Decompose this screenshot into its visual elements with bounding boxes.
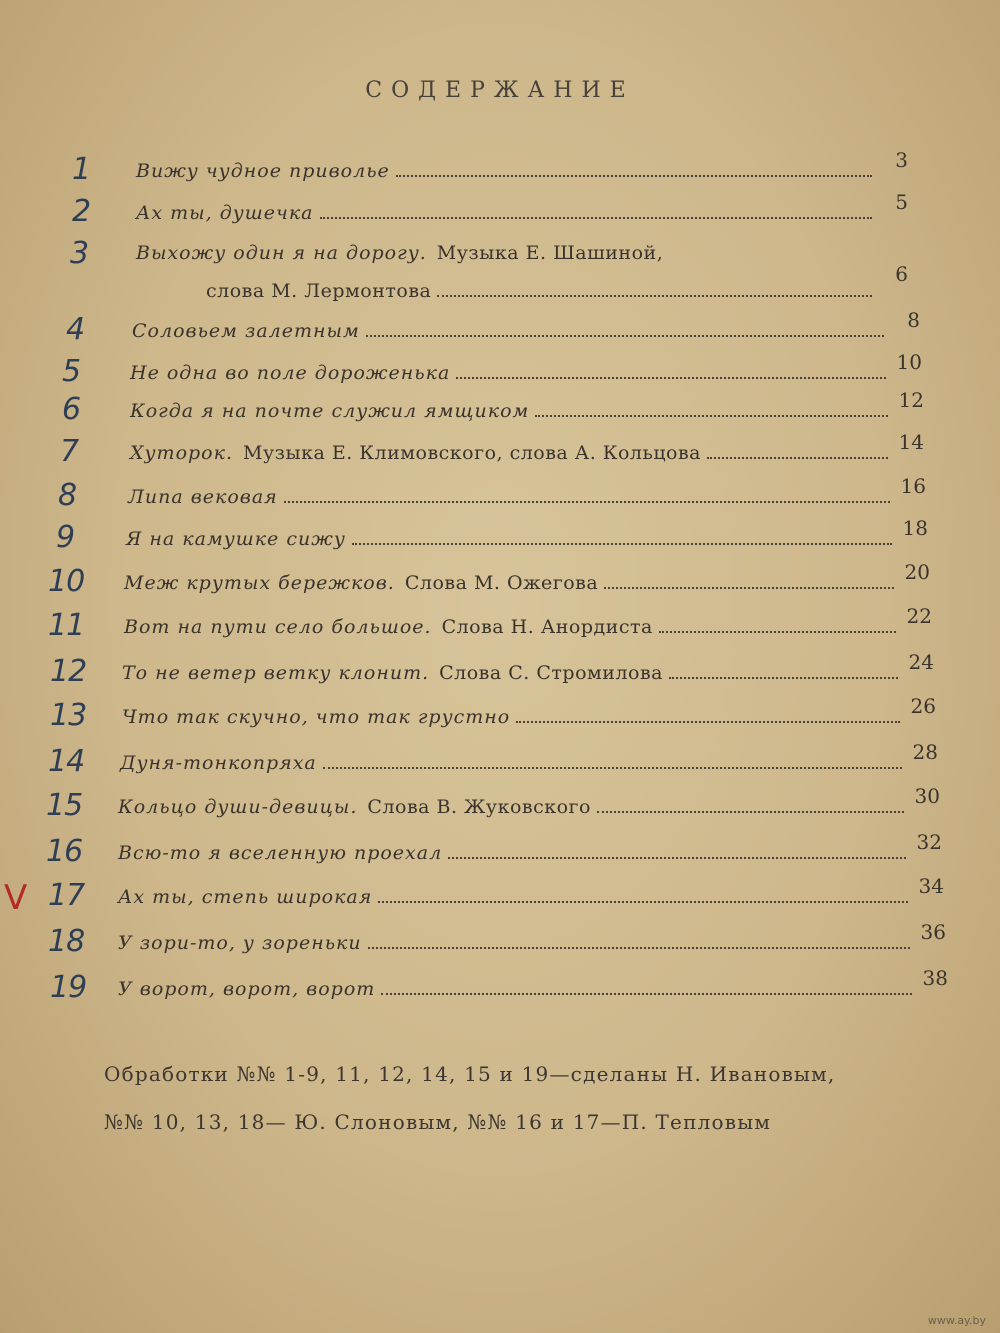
toc-line [130, 430, 924, 464]
song-title: Что так скучно, что так грустно [122, 706, 511, 728]
page-number: 22 [906, 604, 932, 628]
toc-line [124, 604, 932, 638]
toc-line [118, 830, 942, 864]
toc-line [124, 560, 930, 594]
dot-leader [669, 677, 898, 679]
song-title: Соловьем залетным [132, 320, 360, 342]
page-number: 10 [896, 350, 922, 374]
dot-leader [366, 335, 884, 337]
watermark: www.ay.by [927, 1314, 986, 1327]
song-title: Хуторок. [130, 442, 233, 464]
song-title: Меж крутых бережков. [124, 572, 395, 594]
page-number: 8 [907, 308, 920, 332]
page-number: 38 [922, 966, 948, 990]
handwritten-number: 1 [72, 152, 91, 187]
dot-leader [284, 501, 890, 503]
song-credit-continuation: слова М. Лермонтова [206, 280, 432, 302]
toc-line [118, 920, 946, 954]
toc-line [118, 874, 944, 908]
dot-leader [381, 993, 912, 995]
song-credit: Музыка Е. Шашиной, [436, 242, 664, 264]
dot-leader [659, 631, 896, 633]
dot-leader [437, 295, 872, 297]
song-title: Вот на пути село большое. [124, 616, 432, 638]
page-number: 20 [904, 560, 930, 584]
song-title: То не ветер ветку клонит. [122, 662, 430, 684]
song-title: Дуня-тонкопряха [120, 752, 317, 774]
handwritten-number: 2 [72, 194, 91, 229]
handwritten-number: 18 [48, 924, 85, 959]
toc-line [126, 516, 928, 550]
page-number: 3 [895, 148, 908, 172]
dot-leader [535, 415, 888, 417]
dot-leader [604, 587, 894, 589]
handwritten-number: 8 [58, 478, 77, 513]
page-number: 14 [898, 430, 924, 454]
song-title: Вижу чудное приволье [136, 160, 390, 182]
handwritten-number: 7 [60, 434, 79, 469]
dot-leader [396, 175, 872, 177]
handwritten-number: 13 [50, 698, 87, 733]
dot-leader [597, 811, 904, 813]
song-credit: Слова В. Жуковского [367, 796, 591, 818]
contents-title: СОДЕРЖАНИЕ [365, 78, 635, 103]
toc-line [118, 784, 940, 818]
handwritten-number: 19 [50, 970, 87, 1005]
song-credit: Слова С. Стромилова [439, 662, 663, 684]
footer-line-2: №№ 10, 13, 18— Ю. Слоновым, №№ 16 и 17—П. Тепловым [104, 1110, 772, 1134]
toc-line [132, 308, 920, 342]
toc-line [130, 350, 922, 384]
toc-line-continuation [206, 262, 908, 302]
page-number: 6 [895, 262, 908, 286]
page-number: 34 [918, 874, 944, 898]
handwritten-number: 15 [46, 788, 83, 823]
song-title: У ворот, ворот, ворот [118, 978, 376, 1000]
handwritten-number: 12 [50, 654, 87, 689]
dot-leader [320, 217, 872, 219]
handwritten-number: 16 [46, 834, 83, 869]
song-credit: Музыка Е. Климовского, слова А. Кольцова [243, 442, 702, 464]
page-number: 26 [910, 694, 936, 718]
toc-line [128, 474, 926, 508]
toc-line [118, 966, 948, 1000]
dot-leader [368, 947, 910, 949]
toc-line [136, 148, 908, 182]
song-title: Выхожу один я на дорогу. [136, 242, 427, 264]
page-number: 30 [914, 784, 940, 808]
dot-leader [378, 901, 908, 903]
song-title: Я на камушке сижу [126, 528, 346, 550]
handwritten-number: 14 [48, 744, 85, 779]
page-number: 28 [912, 740, 938, 764]
footer-line-1: Обработки №№ 1-9, 11, 12, 14, 15 и 19—сделаны Н. Ивановым, [104, 1062, 836, 1086]
page-number: 12 [898, 388, 924, 412]
song-credit: Слова Н. Анордиста [441, 616, 653, 638]
toc-line [136, 190, 908, 224]
handwritten-number: 6 [62, 392, 81, 427]
song-title: Когда я на почте служил ямщиком [130, 400, 530, 422]
handwritten-number: 4 [66, 312, 85, 347]
song-title: У зори-то, у зореньки [118, 932, 362, 954]
song-title: Ах ты, степь широкая [118, 886, 373, 908]
toc-line [136, 242, 908, 264]
toc-line [120, 740, 938, 774]
page-number: 16 [900, 474, 926, 498]
handwritten-number: 5 [62, 354, 81, 389]
song-title: Не одна во поле дороженька [130, 362, 451, 384]
page-number: 18 [902, 516, 928, 540]
toc-line [130, 388, 924, 422]
song-title: Ах ты, душечка [136, 202, 314, 224]
handwritten-number: 11 [48, 608, 85, 643]
song-title: Кольцо души-девицы. [118, 796, 358, 818]
song-credit: Слова М. Ожегова [404, 572, 599, 594]
toc-line [122, 694, 936, 728]
page-number: 36 [920, 920, 946, 944]
song-title: Всю-то я вселенную проехал [118, 842, 443, 864]
dot-leader [448, 857, 906, 859]
handwritten-number: 10 [48, 564, 85, 599]
red-checkmark: V [4, 878, 28, 918]
dot-leader [323, 767, 902, 769]
dot-leader [516, 721, 900, 723]
dot-leader [707, 457, 888, 459]
toc-line [122, 650, 934, 684]
handwritten-number: 3 [70, 236, 89, 271]
handwritten-number: 9 [56, 520, 75, 555]
dot-leader [352, 543, 892, 545]
page-number: 32 [916, 830, 942, 854]
dot-leader [456, 377, 886, 379]
page-number: 5 [895, 190, 908, 214]
handwritten-number: 17 [48, 878, 85, 913]
song-title: Липа вековая [128, 486, 278, 508]
page-number: 24 [908, 650, 934, 674]
